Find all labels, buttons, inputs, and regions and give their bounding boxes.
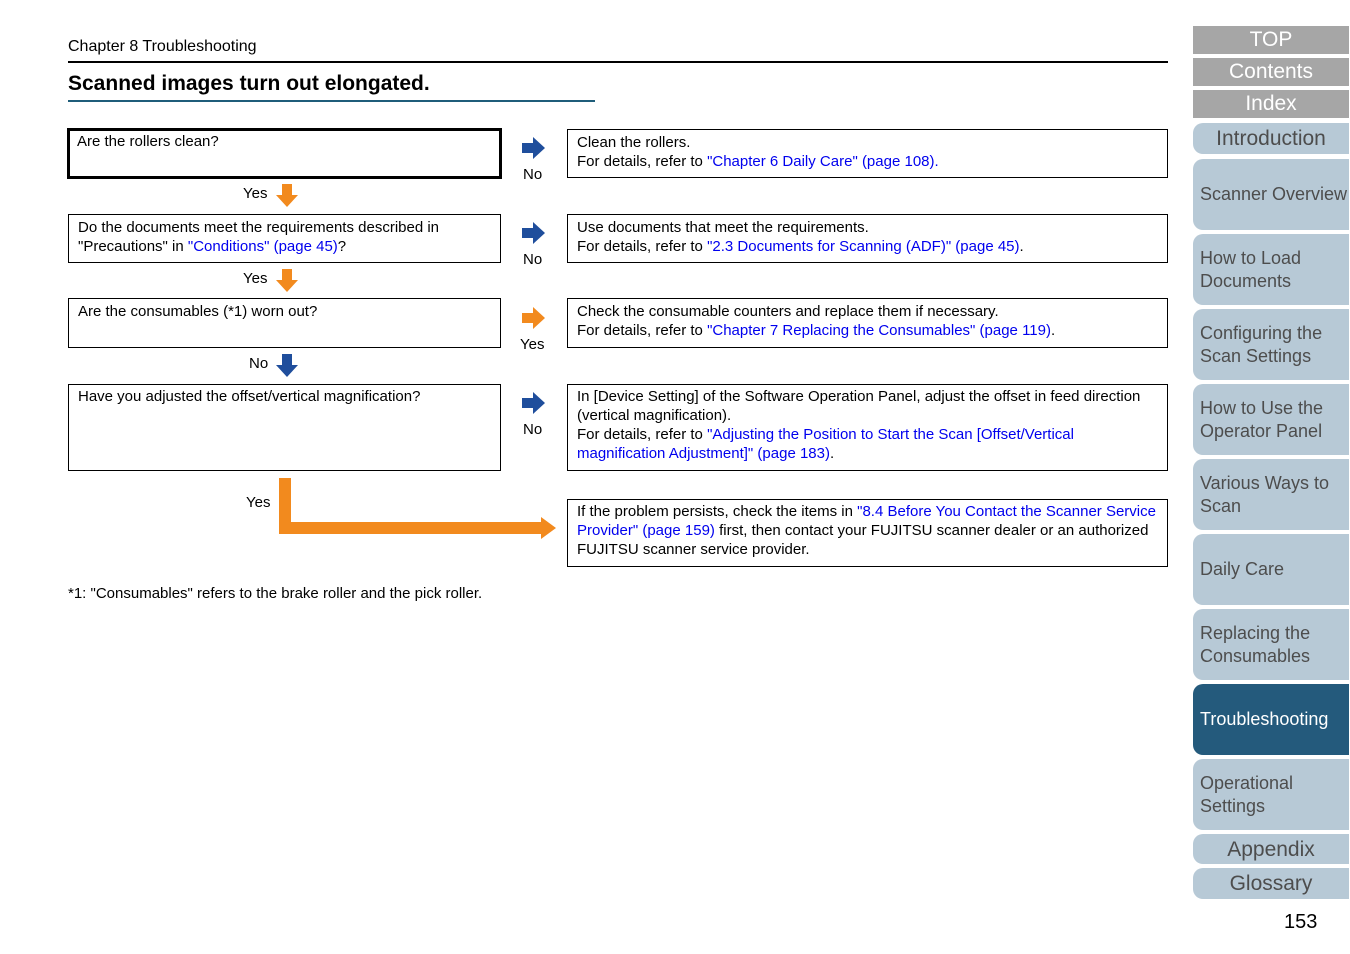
answer-reference [577, 425, 1158, 463]
nav-contents-button[interactable]: Contents [1193, 58, 1349, 86]
answer-text: If the problem persists, check the items in [577, 503, 858, 520]
question-box-documents [68, 214, 501, 263]
reference-suffix: . [1019, 238, 1024, 255]
right-arrow-icon [522, 137, 545, 159]
link-adjusting-position[interactable]: "Adjusting the Position to Start the Scan [Offset/Vertical magnification Adjustment]" (page 183) [577, 426, 1074, 462]
link-documents-for-scanning[interactable]: "2.3 Documents for Scanning (ADF)" (page 45) [707, 238, 1020, 255]
right-arrow-icon [522, 392, 545, 414]
down-arrow-icon [276, 354, 298, 377]
answer-reference [577, 321, 1158, 340]
answer-text: In [Device Setting] of the Software Operation Panel, adjust the offset in feed direction (vertical magnification). [577, 388, 1141, 424]
reference-suffix: . [829, 445, 835, 462]
footnote: *1: "Consumables" refers to the brake roller and the pick roller. [68, 585, 483, 602]
nav-index-button[interactable]: Index [1193, 90, 1349, 118]
question-text: Do the documents meet the requirements described in "Precautions" in [78, 219, 440, 255]
answer-box-contact-provider [567, 499, 1168, 567]
chapter-heading: Chapter 8 Troubleshooting [68, 38, 257, 55]
question-suffix: ? [337, 238, 347, 255]
reference-prefix: For details, refer to [577, 153, 708, 170]
down-arrow-icon [276, 184, 298, 207]
question-text: Are the consumables (*1) worn out? [78, 303, 318, 320]
reference-prefix: For details, refer to [577, 238, 708, 255]
right-arrow-icon [522, 222, 545, 244]
answer-text: Clean the rollers. [577, 134, 691, 151]
no-label: No [523, 251, 543, 268]
tab-appendix[interactable]: Appendix [1193, 834, 1349, 864]
tab-daily-care[interactable]: Daily Care [1193, 534, 1349, 605]
yes-label: Yes [520, 336, 545, 353]
link-daily-care[interactable]: "Chapter 6 Daily Care" (page 108). [707, 153, 939, 170]
answer-reference [577, 152, 1158, 171]
answer-box-use-documents [567, 214, 1168, 263]
question-text: Are the rollers clean? [77, 133, 219, 150]
yes-label: Yes [243, 270, 268, 287]
tab-operational-settings[interactable]: Operational Settings [1193, 759, 1349, 830]
answer-text: Check the consumable counters and replace them if necessary. [577, 303, 999, 320]
tab-various-ways-to-scan[interactable]: Various Ways to Scan [1193, 459, 1349, 530]
no-label: No [523, 421, 543, 438]
tab-introduction[interactable]: Introduction [1193, 123, 1349, 154]
link-before-you-contact[interactable]: "8.4 Before You Contact the Scanner Service Provider" (page 159) [577, 503, 1156, 539]
title-underline [68, 100, 595, 102]
question-box-rollers [67, 128, 502, 179]
link-replacing-consumables[interactable]: "Chapter 7 Replacing the Consumables" (page 119) [707, 322, 1051, 339]
answer-box-replace-consumables [567, 298, 1168, 348]
page-number: 153 [1284, 911, 1318, 933]
header-rule [68, 61, 1168, 63]
answer-text: Use documents that meet the requirements. [577, 219, 869, 236]
question-box-offset [68, 384, 501, 471]
tab-scanner-overview[interactable]: Scanner Overview [1193, 159, 1349, 230]
page-title: Scanned images turn out elongated. [68, 72, 430, 95]
answer-box-clean-rollers [567, 129, 1168, 178]
tab-operator-panel[interactable]: How to Use the Operator Panel [1193, 384, 1349, 455]
reference-prefix: For details, refer to [577, 322, 708, 339]
reference-prefix: For details, refer to [577, 426, 708, 443]
tab-glossary[interactable]: Glossary [1193, 868, 1349, 899]
right-arrow-icon [522, 307, 545, 329]
tab-replacing-consumables[interactable]: Replacing the Consumables [1193, 609, 1349, 680]
no-label: No [523, 166, 543, 183]
no-label: No [249, 355, 269, 372]
tab-how-to-load-documents[interactable]: How to Load Documents [1193, 234, 1349, 305]
down-arrow-icon [276, 269, 298, 292]
link-conditions[interactable]: "Conditions" (page 45) [187, 238, 338, 255]
yes-label: Yes [246, 494, 271, 511]
question-text: Have you adjusted the offset/vertical magnification? [78, 388, 421, 405]
elbow-arrow-icon [277, 478, 557, 541]
nav-top-button[interactable]: TOP [1193, 26, 1349, 54]
tab-troubleshooting[interactable]: Troubleshooting [1193, 684, 1349, 755]
question-box-consumables [68, 298, 501, 348]
tab-configuring-scan-settings[interactable]: Configuring the Scan Settings [1193, 309, 1349, 380]
answer-suffix: first, then contact your FUJITSU scanner dealer or an authorized FUJITSU scanner service provider. [577, 522, 1149, 558]
yes-label: Yes [243, 185, 268, 202]
answer-reference [577, 237, 1158, 256]
reference-suffix: . [1050, 322, 1056, 339]
answer-box-adjust-offset [567, 384, 1168, 471]
